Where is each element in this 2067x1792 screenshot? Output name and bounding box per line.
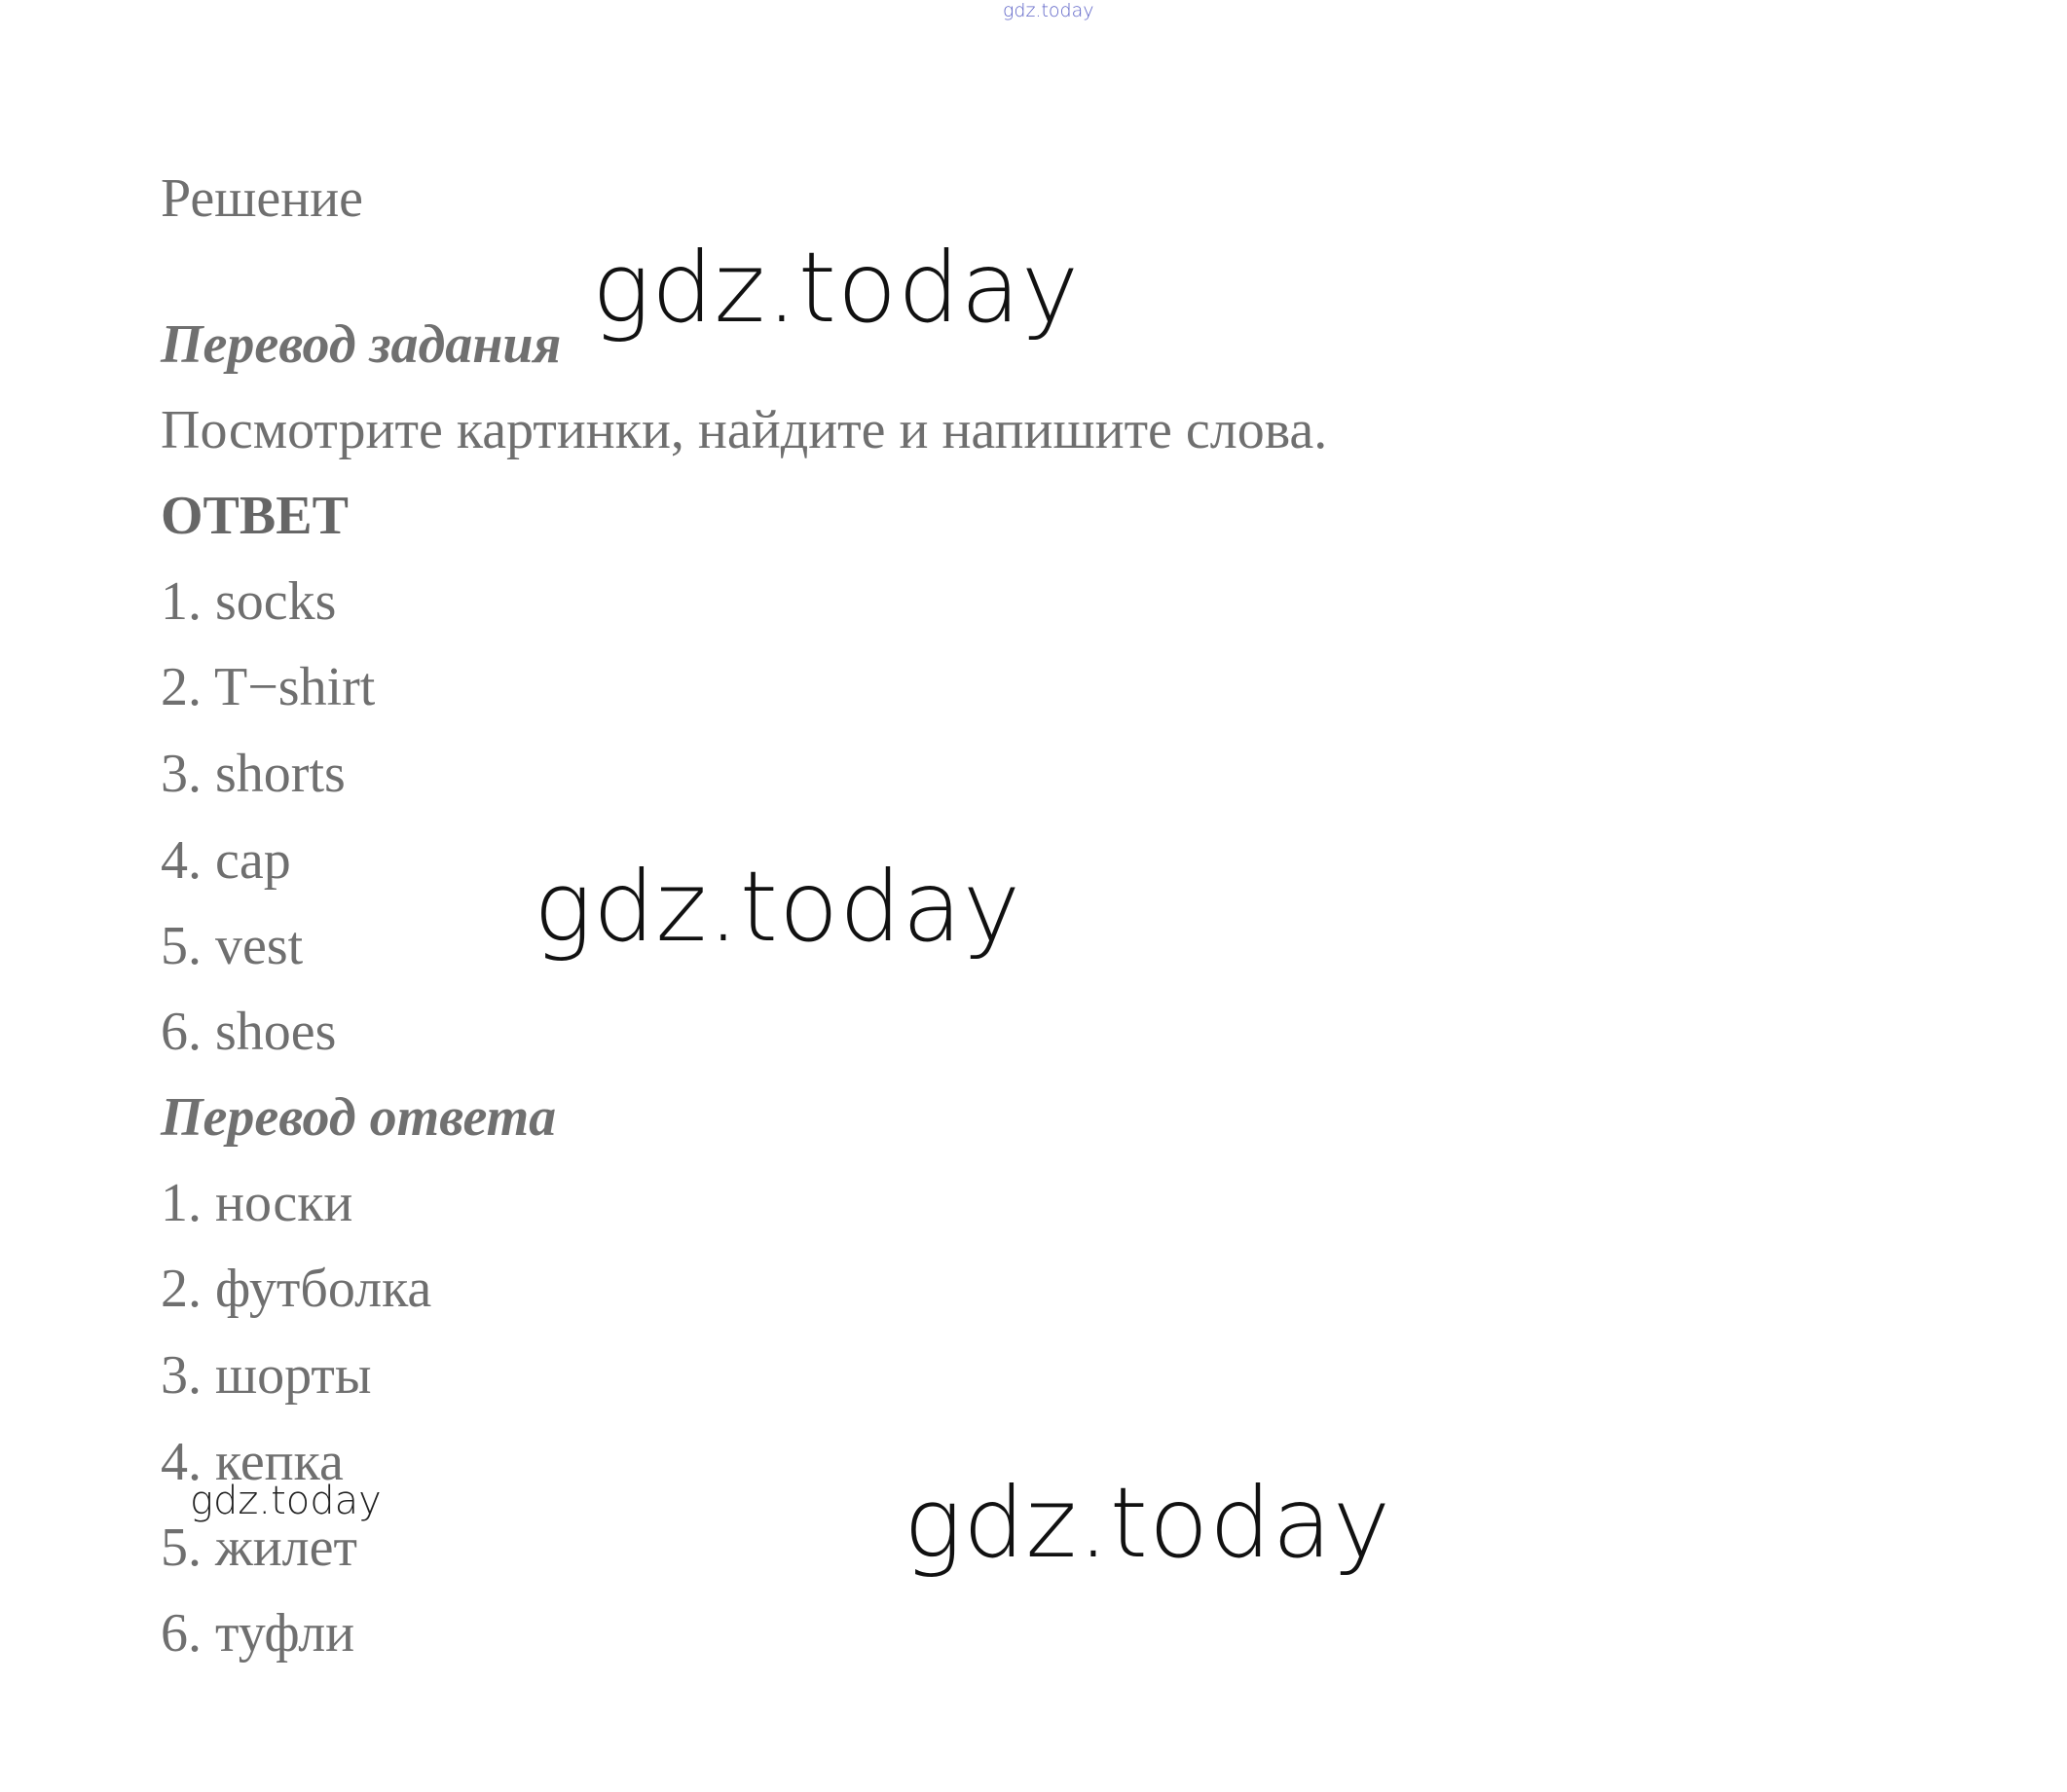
answer-item: 3. shorts	[161, 744, 346, 804]
watermark-large-1: gdz.today	[592, 231, 1081, 345]
watermark-small: gdz.today	[190, 1479, 382, 1523]
answer-item: 2. T−shirt	[161, 657, 376, 717]
watermark-large-2: gdz.today	[534, 850, 1022, 964]
translation-item: 4. кепка	[161, 1432, 344, 1492]
task-text: Посмотрите картинки, найдите и напишите слова.	[161, 400, 1328, 460]
answer-item: 4. cap	[161, 830, 291, 891]
watermark-large-3: gdz.today	[904, 1466, 1392, 1580]
answer-heading: ОТВЕТ	[161, 486, 349, 546]
translation-item: 1. носки	[161, 1173, 353, 1233]
translation-item: 6. туфли	[161, 1603, 355, 1664]
answer-item: 6. shoes	[161, 1002, 337, 1062]
translation-item: 2. футболка	[161, 1259, 432, 1319]
translation-item: 3. шорты	[161, 1345, 372, 1406]
task-heading: Перевод задания	[161, 314, 562, 375]
page-title: Решение	[161, 168, 364, 229]
translation-item: 5. жилет	[161, 1518, 357, 1578]
translation-heading: Перевод ответа	[161, 1087, 557, 1148]
answer-item: 1. socks	[161, 571, 337, 632]
watermark-top: gdz.today	[1003, 0, 1094, 21]
answer-item: 5. vest	[161, 916, 304, 976]
